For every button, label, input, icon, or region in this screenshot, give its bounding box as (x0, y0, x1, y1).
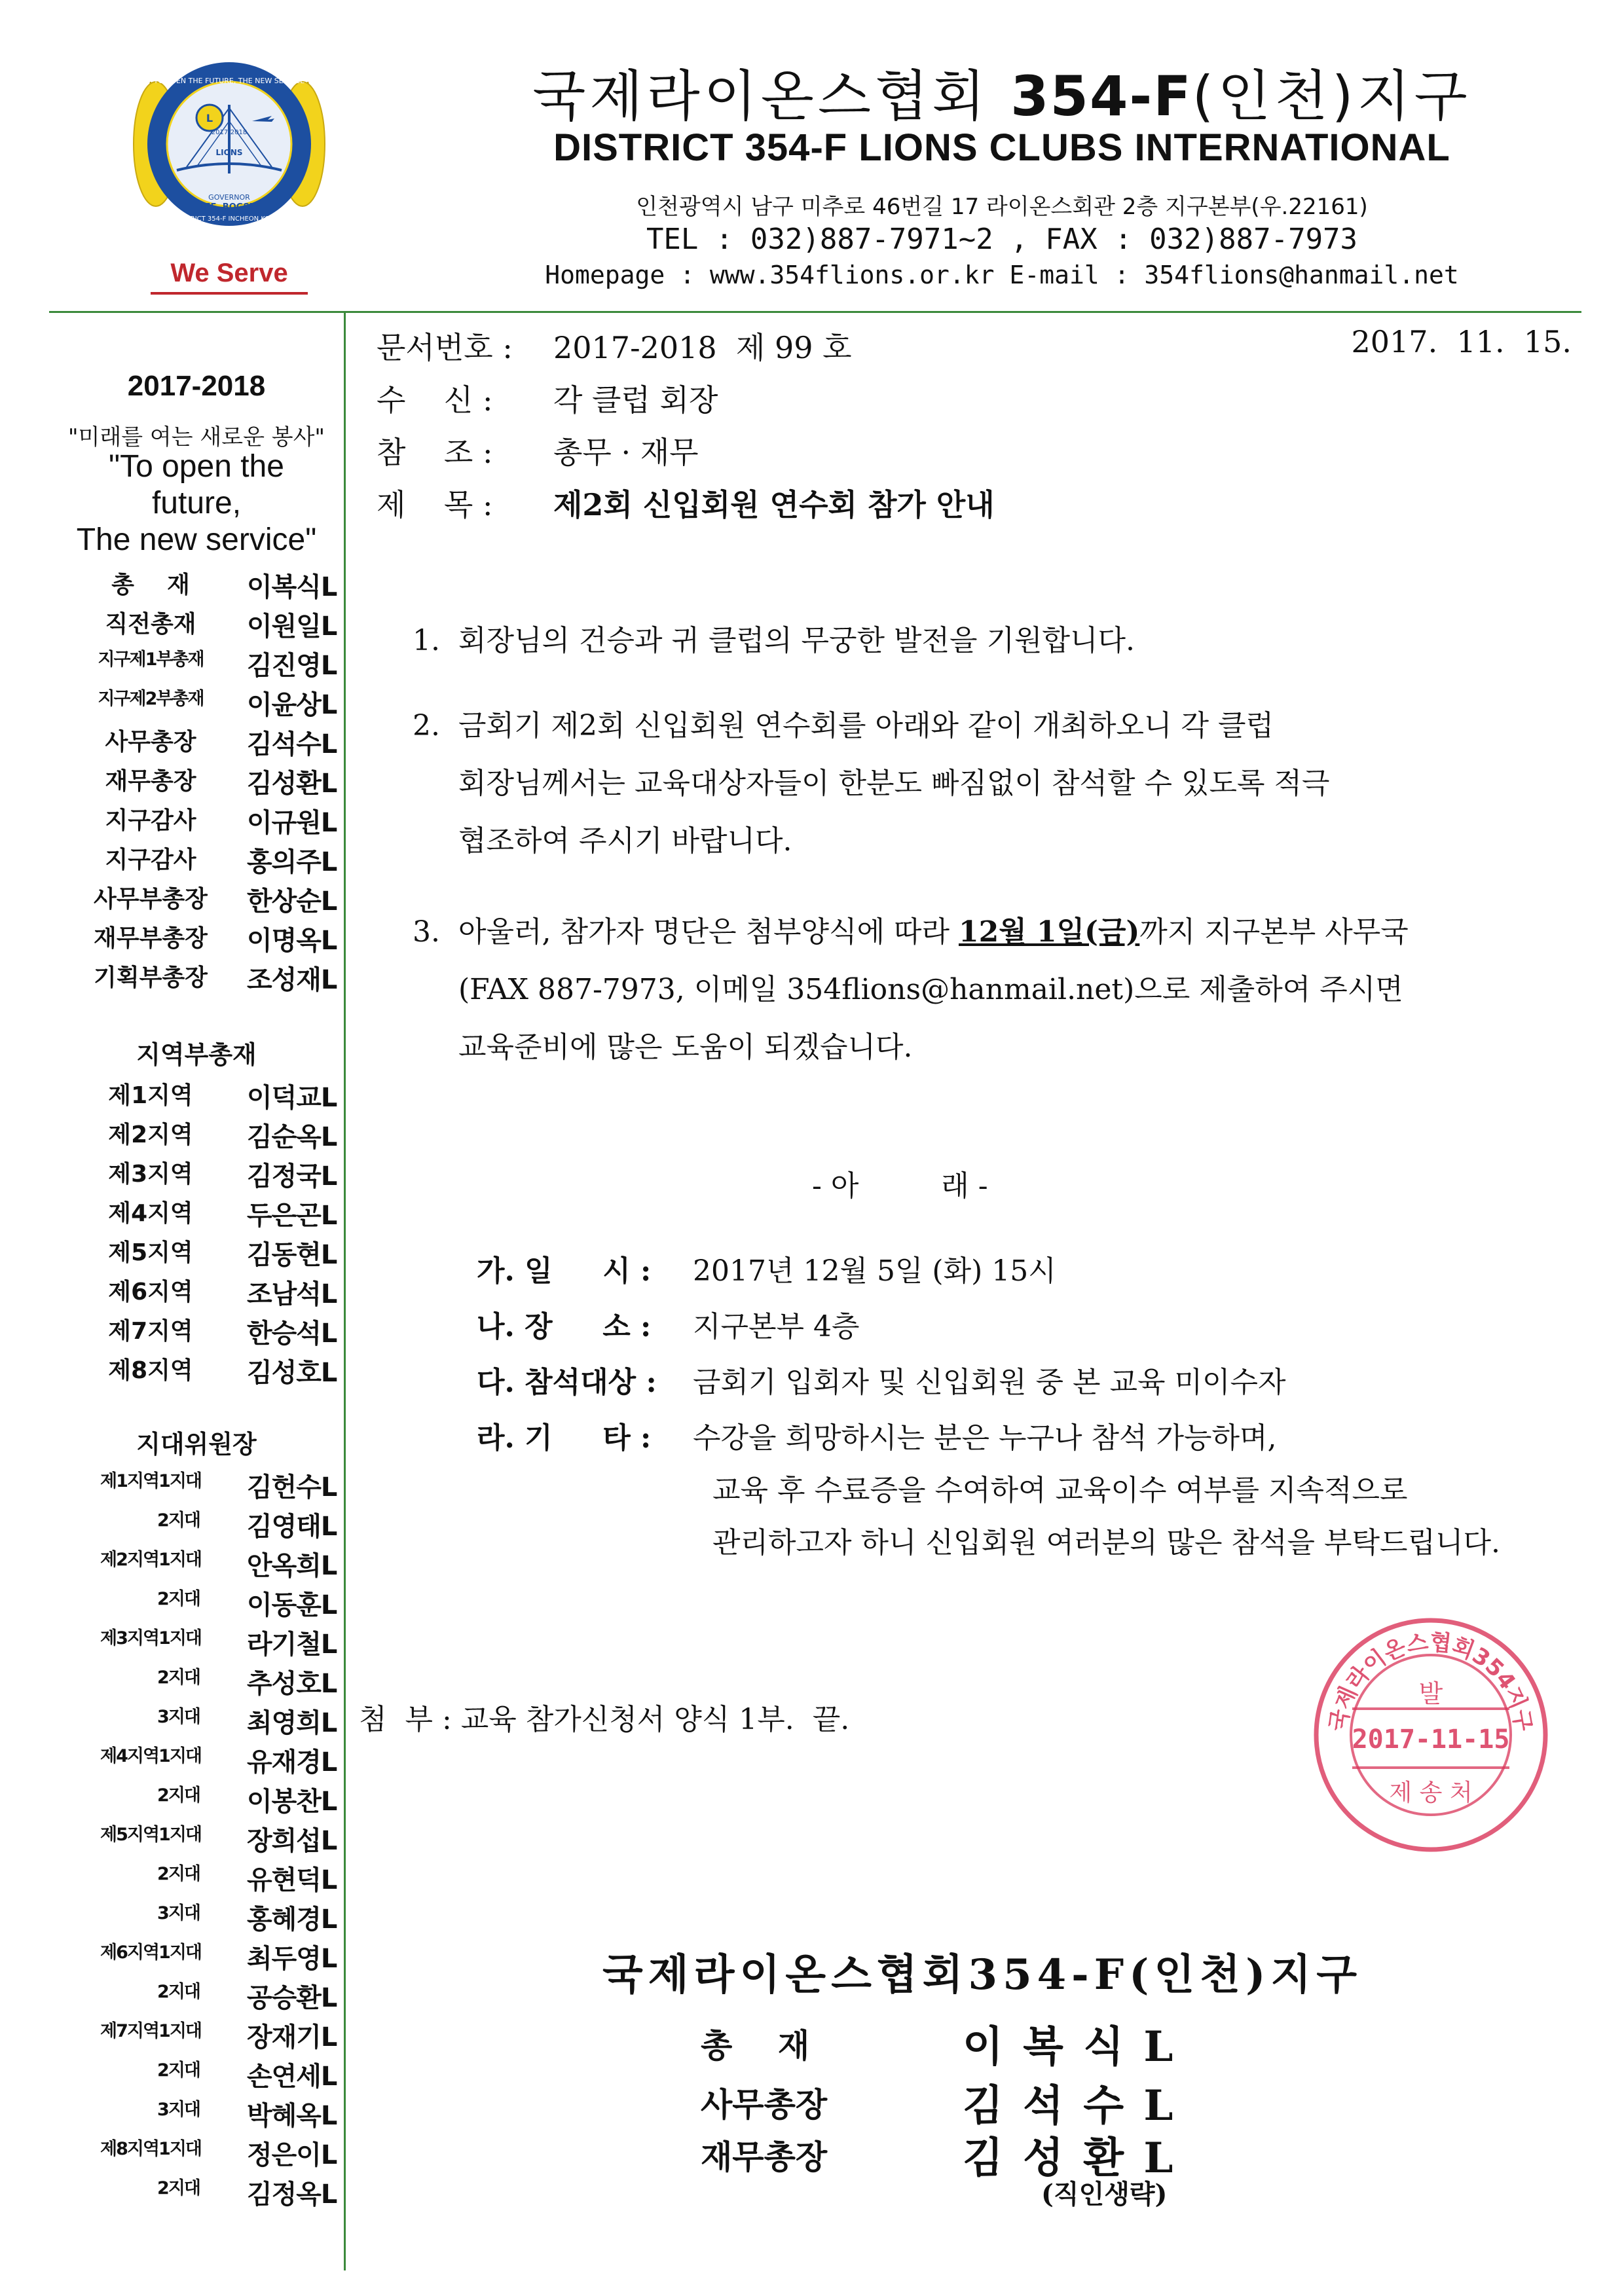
officer-name: 이원일L (247, 611, 337, 642)
region-name: 김동현L (247, 1240, 337, 1270)
dispatch-seal-stamp (1306, 1611, 1555, 1859)
officer-row (69, 920, 344, 959)
paragraph-2-number: 2. (413, 709, 440, 742)
officer-row (69, 606, 344, 645)
zone-name: 홍혜경L (247, 1904, 337, 1935)
doc-to-row (377, 376, 718, 420)
officer-title: 재무부총장 (94, 925, 208, 952)
zone-title: 제7지역1지대 (100, 2021, 201, 2041)
paragraph-3 (413, 903, 1578, 1076)
officer-title: 사무부총장 (94, 886, 208, 913)
region-name: 김정국L (247, 1161, 337, 1192)
logo-governor-label: GOVERNOR (208, 193, 250, 202)
doc-number-row (377, 324, 852, 367)
org-web-email: Homepage : www.354flions.or.kr E-mail : 354flions@hanmail.net (545, 261, 1459, 289)
motto-underline (151, 292, 308, 295)
zone-name: 최두영L (247, 1944, 337, 1974)
doc-date: 2017. 11. 15. (1351, 324, 1572, 359)
region-row (69, 1156, 344, 1195)
paragraph-1-number: 1. (413, 624, 440, 657)
officer-name: 이윤상L (247, 690, 337, 720)
zone-row (69, 2134, 344, 2174)
zone-row (69, 1545, 344, 1584)
zone-heading: 지대위원장 (136, 1430, 257, 1459)
submission-deadline: 12월 1일(금) (958, 915, 1140, 949)
region-title: 제2지역 (108, 1121, 193, 1148)
signature-title: 사무총장 (701, 2085, 828, 2124)
zone-title: 제1지역1지대 (100, 1471, 201, 1491)
region-title: 제1지역 (108, 1082, 193, 1109)
zone-row (69, 2095, 344, 2134)
zone-row (69, 2016, 344, 2056)
region-title: 제6지역 (108, 1279, 193, 1305)
signature-org-name: 국제라이온스협회354-F(인천)지구 (602, 1950, 1363, 1999)
detail-row-attendees (477, 1358, 1285, 1400)
zone-row (69, 1859, 344, 1899)
zone-title: 제3지역1지대 (100, 1628, 201, 1649)
zone-name: 장재기L (247, 2022, 337, 2052)
logo-governor-name: LEE, BOGSIK (199, 202, 259, 212)
paragraph-3-line2: (FAX 887-7973, 이메일 354flions@hanmail.net)으로 제출하여 주시면 (458, 973, 1403, 1006)
detail-value: 수강을 희망하시는 분은 누구나 참석 가능하며, (693, 1421, 1277, 1455)
paragraph-3-line3: 교육준비에 많은 도움이 되겠습니다. (458, 1030, 913, 1064)
officer-row (69, 763, 344, 802)
zone-title: 2지대 (157, 2060, 200, 2081)
zone-name: 김헌수L (247, 1472, 337, 1503)
doc-number-label: 문서번호 : (377, 330, 513, 365)
org-name-ko-part2: (인천)지구 (1192, 64, 1471, 128)
region-title: 제3지역 (108, 1161, 193, 1188)
zone-row (69, 1506, 344, 1545)
zone-name: 손연세L (247, 2062, 337, 2092)
region-name: 김순옥L (247, 1122, 337, 1152)
officer-name: 이복식L (247, 572, 337, 602)
zone-row (69, 1820, 344, 1859)
region-row (69, 1195, 344, 1234)
signature-name: 김 석 수 L (963, 2081, 1176, 2130)
officer-title: 기획부총장 (94, 964, 208, 991)
region-name: 한승석L (247, 1319, 337, 1349)
motto-badge (151, 259, 308, 295)
zone-row (69, 1741, 344, 1781)
region-row (69, 1116, 344, 1156)
region-title: 제4지역 (108, 1200, 193, 1227)
zone-row (69, 2174, 344, 2213)
header-divider (49, 311, 1581, 313)
officer-title: 지구감사 (105, 807, 196, 834)
officer-title: 직전총재 (105, 611, 196, 638)
zone-row (69, 1781, 344, 1820)
paragraph-3-text-a: 아울러, 참가자 명단은 첨부양식에 따라 (458, 915, 959, 949)
district-logo (131, 36, 327, 252)
detail-row-date (477, 1247, 1056, 1289)
sidebar-slogan-en-line1: "To open the future, (109, 449, 284, 520)
sidebar-divider (344, 313, 346, 2270)
zone-name: 안옥희L (247, 1551, 337, 1581)
zone-title: 2지대 (157, 1785, 200, 1806)
zone-row (69, 1938, 344, 1977)
zone-title: 제6지역1지대 (100, 1942, 201, 1963)
signature-title: 총 재 (701, 2026, 810, 2065)
paragraph-3-text-b: 까지 지구본부 사무국 (1139, 915, 1409, 949)
detail-value: 지구본부 4층 (693, 1310, 860, 1343)
logo-ring-text: TO OPEN THE FUTURE, THE NEW SERVICE (153, 77, 305, 85)
detail-row-place (477, 1303, 860, 1345)
zone-name: 정은이L (247, 2140, 337, 2170)
motto-text: We Serve (170, 259, 288, 287)
org-name-english: DISTRICT 354-F LIONS CLUBS INTERNATIONAL (553, 126, 1450, 169)
zone-row (69, 1624, 344, 1663)
paragraph-1 (413, 612, 1578, 670)
doc-ref-value: 총무 · 재무 (553, 435, 699, 470)
officer-row (69, 959, 344, 998)
doc-ref-label: 참 조 : (377, 435, 493, 470)
sidebar-year: 2017-2018 (127, 370, 266, 402)
zone-title: 2지대 (157, 1589, 200, 1609)
region-row (69, 1273, 344, 1313)
paragraph-3-number: 3. (413, 915, 440, 949)
zone-name: 김정옥L (247, 2179, 337, 2210)
zone-name: 라기철L (247, 1630, 337, 1660)
zone-name: 최영희L (247, 1708, 337, 1738)
officer-row (69, 684, 344, 723)
signature-title: 재무총장 (701, 2138, 828, 2176)
officer-row (69, 645, 344, 684)
zone-row (69, 1702, 344, 1741)
zone-row (69, 1663, 344, 1702)
sidebar-slogan-korean: "미래를 여는 새로운 봉사" (67, 424, 325, 450)
region-title: 제8지역 (108, 1357, 193, 1384)
officer-row (69, 566, 344, 606)
paragraph-2 (413, 697, 1578, 870)
details-heading: - 아 래 - (812, 1169, 988, 1203)
officer-title: 지구감사 (105, 847, 196, 873)
svg-text:L: L (206, 112, 213, 124)
officer-title: 사무총장 (105, 729, 196, 756)
detail-etc-line2: 교육 후 수료증을 수여하여 교육이수 여부를 지속적으로 (712, 1474, 1408, 1507)
officer-name: 김성환L (247, 769, 337, 799)
zone-title: 제2지역1지대 (100, 1550, 201, 1570)
officer-name: 이명옥L (247, 926, 337, 956)
officer-name: 한상순L (247, 886, 337, 917)
zone-title: 2지대 (157, 1510, 200, 1531)
zone-title: 3지대 (157, 1707, 200, 1727)
region-row (69, 1234, 344, 1273)
seal-omitted-note: (직인생략) (1041, 2179, 1168, 2210)
region-title: 제5지역 (108, 1239, 193, 1266)
org-tel-fax: TEL : 032)887-7971~2 , FAX : 032)887-7973 (646, 223, 1358, 256)
zone-title: 제8지역1지대 (100, 2139, 201, 2159)
doc-to-label: 수 신 : (377, 382, 493, 418)
doc-subject-value: 제2회 신입회원 연수회 참가 안내 (553, 487, 995, 522)
detail-etc-line3: 관리하고자 하니 신입회원 여러분의 많은 참석을 부탁드립니다. (712, 1526, 1501, 1559)
zone-name: 이봉찬L (247, 1787, 337, 1817)
paragraph-2-line3: 협조하여 주시기 바랍니다. (458, 824, 792, 858)
org-name-ko-part1: 국제라이온스협회 (532, 64, 989, 128)
doc-subject-label: 제 목 : (377, 487, 493, 522)
paragraph-2-line1: 금회기 제2회 신입회원 연수회를 아래와 같이 개최하오니 각 클럽 (458, 709, 1274, 742)
region-name: 두은곤L (247, 1201, 337, 1231)
zone-title: 2지대 (157, 2178, 200, 2198)
region-name: 조남석L (247, 1279, 337, 1309)
zone-row (69, 1584, 344, 1624)
detail-value: 금회기 입회자 및 신입회원 중 본 교육 미이수자 (693, 1366, 1286, 1399)
officer-row (69, 841, 344, 881)
paragraph-1-text: 회장님의 건승과 귀 클럽의 무궁한 발전을 기원합니다. (458, 624, 1135, 657)
sidebar-slogan-en-line2: The new service" (76, 522, 317, 557)
doc-to-value: 각 클럽 회장 (553, 382, 718, 418)
detail-label: 나. 장 소 : (477, 1310, 652, 1343)
officer-name: 김석수L (247, 729, 337, 759)
attachment-note: 첨 부 : 교육 참가신청서 양식 1부. 끝. (359, 1703, 850, 1736)
zone-row (69, 1977, 344, 2016)
officer-title: 지구제2부총재 (98, 689, 204, 709)
officer-name: 김진영L (247, 651, 337, 681)
detail-label: 다. 참석대상 : (477, 1366, 657, 1399)
officer-title: 재무총장 (105, 768, 196, 795)
region-row (69, 1077, 344, 1116)
officer-name: 홍의주L (247, 847, 337, 877)
zone-name: 김영태L (247, 1512, 337, 1542)
zone-row (69, 1467, 344, 1506)
officer-row (69, 881, 344, 920)
paragraph-2-line2: 회장님께서는 교육대상자들이 한분도 빠짐없이 참석할 수 있도록 적극 (458, 767, 1330, 800)
seal-bottom-text: 제 송 처 (1389, 1779, 1473, 1806)
logo-emblem-text: LIONS (215, 148, 243, 157)
org-address: 인천광역시 남구 미추로 46번길 17 라이온스회관 2층 지구본부(우.22161) (636, 194, 1368, 220)
officer-title: 총 재 (111, 572, 190, 598)
officer-name: 이규원L (247, 808, 337, 838)
region-title: 제7지역 (108, 1318, 193, 1345)
zone-title: 2지대 (157, 1667, 200, 1688)
org-name-korean (439, 52, 1565, 132)
officer-row (69, 802, 344, 841)
region-name: 김성호L (247, 1358, 337, 1388)
doc-ref-row (377, 429, 699, 472)
seal-ring-text: 국제라이온스협회354지구 (1325, 1629, 1537, 1734)
zone-title: 2지대 (157, 1864, 200, 1884)
detail-label: 가. 일 시 : (477, 1254, 652, 1288)
logo-district-text: DISTRICT 354-F INCHEON KOREA (175, 215, 284, 223)
doc-subject-row (377, 481, 995, 524)
zone-title: 2지대 (157, 1982, 200, 2002)
region-name: 이덕교L (247, 1083, 337, 1113)
zone-name: 유재경L (247, 1747, 337, 1777)
logo-years: 2017-2018 (211, 129, 248, 136)
officer-row (69, 723, 344, 763)
zone-title: 제4지역1지대 (100, 1746, 201, 1766)
detail-row-etc (477, 1414, 1277, 1456)
zone-name: 장희섭L (247, 1826, 337, 1856)
signature-name: 이 복 식 L (963, 2022, 1176, 2071)
seal-date: 2017-11-15 (1352, 1724, 1510, 1755)
region-heading: 지역부총재 (136, 1040, 257, 1069)
zone-name: 이동훈L (247, 1590, 337, 1620)
zone-title: 3지대 (157, 2100, 200, 2120)
detail-value: 2017년 12월 5일 (화) 15시 (693, 1254, 1056, 1288)
zone-name: 박혜옥L (247, 2101, 337, 2131)
detail-label: 라. 기 타 : (477, 1421, 652, 1455)
region-row (69, 1313, 344, 1352)
zone-name: 공승환L (247, 1983, 337, 2013)
zone-title: 3지대 (157, 1903, 200, 1923)
seal-top-text: 발 (1418, 1679, 1443, 1708)
org-name-ko-code: 354-F (1010, 64, 1192, 128)
signature-name: 김 성 환 L (963, 2134, 1176, 2183)
doc-number-value: 2017-2018 제 99 호 (553, 330, 852, 365)
zone-title: 제5지역1지대 (100, 1825, 201, 1845)
region-row (69, 1352, 344, 1391)
zone-name: 추성호L (247, 1669, 337, 1699)
officer-name: 조성재L (247, 965, 337, 995)
officer-title: 지구제1부총재 (98, 649, 204, 670)
sidebar-slogan-english (62, 448, 331, 558)
zone-row (69, 1899, 344, 1938)
zone-name: 유현덕L (247, 1865, 337, 1895)
zone-row (69, 2056, 344, 2095)
